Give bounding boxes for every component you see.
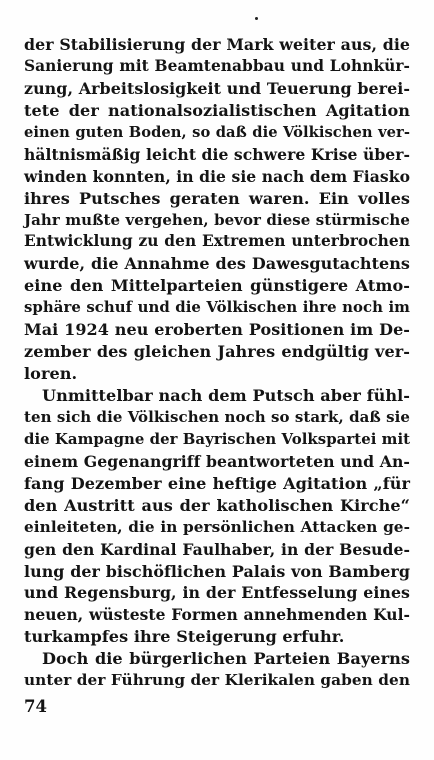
text-line: den Austritt aus der katholischen Kirche“ (24, 495, 410, 515)
text-line: Sanierung mit Beamtenabbau und Lohnkür- (24, 56, 410, 75)
paragraph-end-line: loren. (24, 364, 78, 384)
text-line: tete der nationalsozialistischen Agitation (24, 100, 410, 120)
paragraph-end-line: turkampfes ihre Steigerung erfuhr. (24, 627, 345, 647)
text-line: Mai 1924 neu eroberten Positionen im De- (24, 320, 410, 340)
text-line: Entwicklung zu den Extremen unterbrochen (24, 232, 410, 251)
text-line: ten sich die Völkischen noch so stark, daß sie (24, 407, 410, 426)
text-line: winden konnten, in die sie nach dem Fiasko (24, 166, 411, 186)
text-line: sphäre schuf und die Völkischen ihre noch im (24, 298, 410, 317)
paragraph-start-line: Doch die bürgerlichen Parteien Bayerns (42, 649, 410, 669)
text-line: gen den Kardinal Faulhaber, in der Besude- (24, 539, 410, 559)
text-line: und Regensburg, in der Entfesselung eines (24, 583, 410, 603)
text-line: der Stabilisierung der Mark weiter aus, die (24, 35, 410, 54)
text-line: einen guten Boden, so daß die Völkischen ver- (24, 123, 410, 141)
body-text (24, 34, 410, 692)
print-speck (255, 17, 258, 20)
text-line: die Kampagne der Bayrischen Volkspartei mit (24, 429, 411, 448)
text-line: Jahr mußte vergehen, bevor diese stürmische (24, 210, 410, 229)
text-line: unter der Führung der Klerikalen gaben den (24, 671, 410, 690)
text-line: fang Dezember eine heftige Agitation „für (24, 473, 410, 493)
text-line: einem Gegenangriff beantworteten und An- (24, 451, 410, 471)
text-line: hältnismäßig leicht die schwere Krise über- (24, 144, 411, 164)
text-line: eine den Mittelparteien günstigere Atmo- (24, 276, 410, 296)
text-line: wurde, die Annahme des Dawesgutachtens (24, 254, 410, 274)
page-number: 74 (24, 697, 47, 716)
text-line: zung, Arbeitslosigkeit und Teuerung berei- (24, 78, 410, 98)
paragraph-start-line: Unmittelbar nach dem Putsch aber fühl- (42, 386, 410, 405)
text-line: neuen, wüsteste Formen annehmenden Kul- (24, 605, 410, 625)
text-line: einleiteten, die in persönlichen Attacken ge- (24, 517, 410, 536)
text-line: zember des gleichen Jahres endgültig ver- (24, 342, 410, 362)
text-line: ihres Putsches geraten waren. Ein volles (24, 188, 410, 208)
text-line: lung der bischöflichen Palais von Bamberg (24, 561, 410, 581)
